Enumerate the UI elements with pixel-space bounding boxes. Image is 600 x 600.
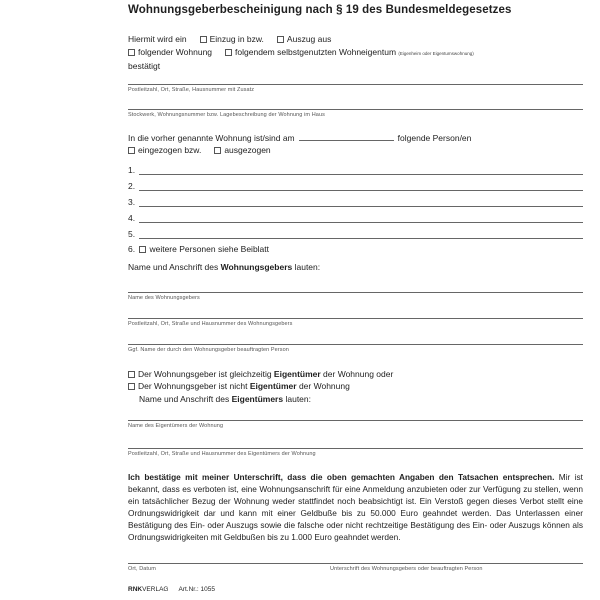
person-number: 5.: [128, 229, 136, 239]
person-3-field[interactable]: [139, 196, 583, 207]
person-row: [128, 228, 583, 239]
dwelling-address-field[interactable]: [128, 84, 583, 85]
person-row: [128, 164, 583, 175]
eigentuemer-name-label: Name des Eigentümers der Wohnung: [128, 423, 224, 429]
publisher-brand-rest: VERLAG: [142, 586, 169, 593]
einzug-label: Einzug in bzw.: [209, 34, 264, 44]
person-4-field[interactable]: [139, 212, 583, 223]
wohnungsgeber-heading-pre: Name und Anschrift des: [128, 262, 221, 272]
ausgezogen-label: ausgezogen: [224, 145, 271, 155]
intro-line-2: [128, 47, 474, 59]
person-5-field[interactable]: [139, 228, 583, 239]
person-1-field[interactable]: [139, 164, 583, 175]
movein-sentence: [128, 132, 471, 144]
eigentuemer-option-1-post: der Wohnung oder: [320, 369, 394, 379]
publisher-brand: RNK: [128, 586, 143, 593]
eingezogen-label: eingezogen bzw.: [138, 145, 202, 155]
eigentuemer-option-1-pre: Der Wohnungsgeber ist gleichzeitig: [138, 369, 274, 379]
auszug-checkbox[interactable]: [277, 36, 284, 43]
person-number: 1.: [128, 165, 136, 175]
wohnungsgeber-address-field[interactable]: [128, 318, 583, 319]
person-row: [128, 180, 583, 191]
person-row: [128, 212, 583, 223]
eigentuemer-nein-checkbox[interactable]: [128, 383, 135, 390]
movein-pre: In die vorher genannte Wohnung ist/sind am: [128, 133, 295, 143]
eigentuemer-option-1: [128, 369, 393, 380]
eigentuemer-option-2-bold: Eigentümer: [249, 381, 297, 391]
eingezogen-checkbox[interactable]: [128, 147, 135, 154]
person-number: 3.: [128, 197, 136, 207]
eigentuemer-heading-pre: Name und Anschrift des: [139, 394, 232, 404]
article-number: Art.Nr.: 1055: [178, 586, 215, 593]
person-row-6: [128, 244, 269, 255]
eigentuemer-option-2-post: der Wohnung: [296, 381, 350, 391]
person-row: [128, 196, 583, 207]
wohnung-label: folgender Wohnung: [138, 47, 213, 57]
movein-post: folgende Person/en: [397, 133, 472, 143]
eigentuemer-option-2-pre: Der Wohnungsgeber ist nicht: [138, 381, 250, 391]
signature-field[interactable]: [128, 563, 583, 564]
wohneigentum-note: (Eigenheim oder Eigentumswohnung): [398, 51, 474, 56]
wohnungsgeber-name-field[interactable]: [128, 292, 583, 293]
weitere-personen-label: weitere Personen siehe Beiblatt: [149, 244, 270, 254]
einzug-checkbox[interactable]: [200, 36, 207, 43]
declaration-paragraph: [128, 471, 583, 543]
wohnung-checkbox[interactable]: [128, 49, 135, 56]
intro-line-1: [128, 34, 331, 45]
ausgezogen-checkbox[interactable]: [214, 147, 221, 154]
wohnungsgeber-agent-label: Ggf. Name der durch den Wohnungsgeber beauftragten Person: [128, 347, 289, 353]
eigentuemer-heading-bold: Eigentümers: [231, 394, 284, 404]
declaration-body-text: Mir ist bekannt, dass es verboten ist, eine Wohnungsanschrift für eine Anmeldung anzubieten oder zur Verfügung zu stellen, wenn ein tatsächlicher Bezug der Wohnung weder stattfindet noch beabsichtigt ist. Ein Verstoß gegen dieses Verbot stellt eine Ordnungswidrigkeit dar und kann mit einer Geldbuße bis zu 50.000 Euro geahndet werden. Das Unterlassen einer Bestätigung des Ein- oder Auszugs sowie die falsche oder nicht rechtzeitige Bestätigung des Ein- oder Auszugs können als Ordnungswidrigkeiten mit Geldbußen bis zu 1.000 Euro geahndet werden.: [128, 472, 583, 542]
eigentuemer-ja-checkbox[interactable]: [128, 371, 135, 378]
wohnungsgeber-name-label: Name des Wohnungsgebers: [128, 295, 200, 301]
dwelling-location-label: Stockwerk, Wohnungsnummer bzw. Lagebeschreibung der Wohnung im Haus: [128, 112, 325, 118]
eigentuemer-heading-post: lauten:: [283, 394, 311, 404]
wohnungsgeber-heading-bold: Wohnungsgebers: [220, 262, 293, 272]
wohnungsgeber-address-label: Postleitzahl, Ort, Straße und Hausnummer des Wohnungsgebers: [128, 321, 293, 327]
weitere-personen-checkbox[interactable]: [139, 246, 146, 253]
intro-confirm-word: bestätigt: [128, 61, 161, 71]
eigentuemer-option-1-bold: Eigentümer: [273, 369, 321, 379]
wohnungsgeber-heading: [128, 262, 320, 273]
wohneigentum-label: folgendem selbstgenutzten Wohneigentum: [235, 47, 397, 57]
dwelling-address-label: Postleitzahl, Ort, Straße, Hausnummer mit Zusatz: [128, 87, 255, 93]
intro-lead: Hiermit wird ein: [128, 34, 187, 44]
movein-date-field[interactable]: [299, 132, 394, 141]
eigentuemer-name-field[interactable]: [128, 420, 583, 421]
wohnungsgeber-agent-field[interactable]: [128, 344, 583, 345]
signature-place-date-label: Ort, Datum: [128, 566, 156, 572]
form-title: Wohnungsgeberbescheinigung nach § 19 des Bundesmeldegesetzes: [128, 4, 512, 16]
eigentuemer-address-label: Postleitzahl, Ort, Straße und Hausnummer des Eigentümers der Wohnung: [128, 451, 316, 457]
signature-label: Unterschrift des Wohnungsgebers oder beauftragten Person: [330, 566, 483, 572]
wohnungsgeber-heading-post: lauten:: [292, 262, 321, 272]
person-number: 4.: [128, 213, 136, 223]
person-2-field[interactable]: [139, 180, 583, 191]
dwelling-location-field[interactable]: [128, 109, 583, 110]
wohneigentum-checkbox[interactable]: [225, 49, 232, 56]
eigentuemer-address-field[interactable]: [128, 448, 583, 449]
movein-checkboxes: [128, 145, 271, 156]
eigentuemer-heading: [139, 394, 311, 405]
eigentuemer-option-2: [128, 381, 350, 392]
person-number: 6.: [128, 244, 136, 254]
auszug-label: Auszug aus: [286, 34, 332, 44]
publisher-footer: [128, 586, 215, 593]
person-number: 2.: [128, 181, 136, 191]
declaration-bold-sentence: Ich bestätige mit meiner Unterschrift, dass die oben gemachten Angaben den Tatsachen entsprechen.: [128, 472, 555, 482]
